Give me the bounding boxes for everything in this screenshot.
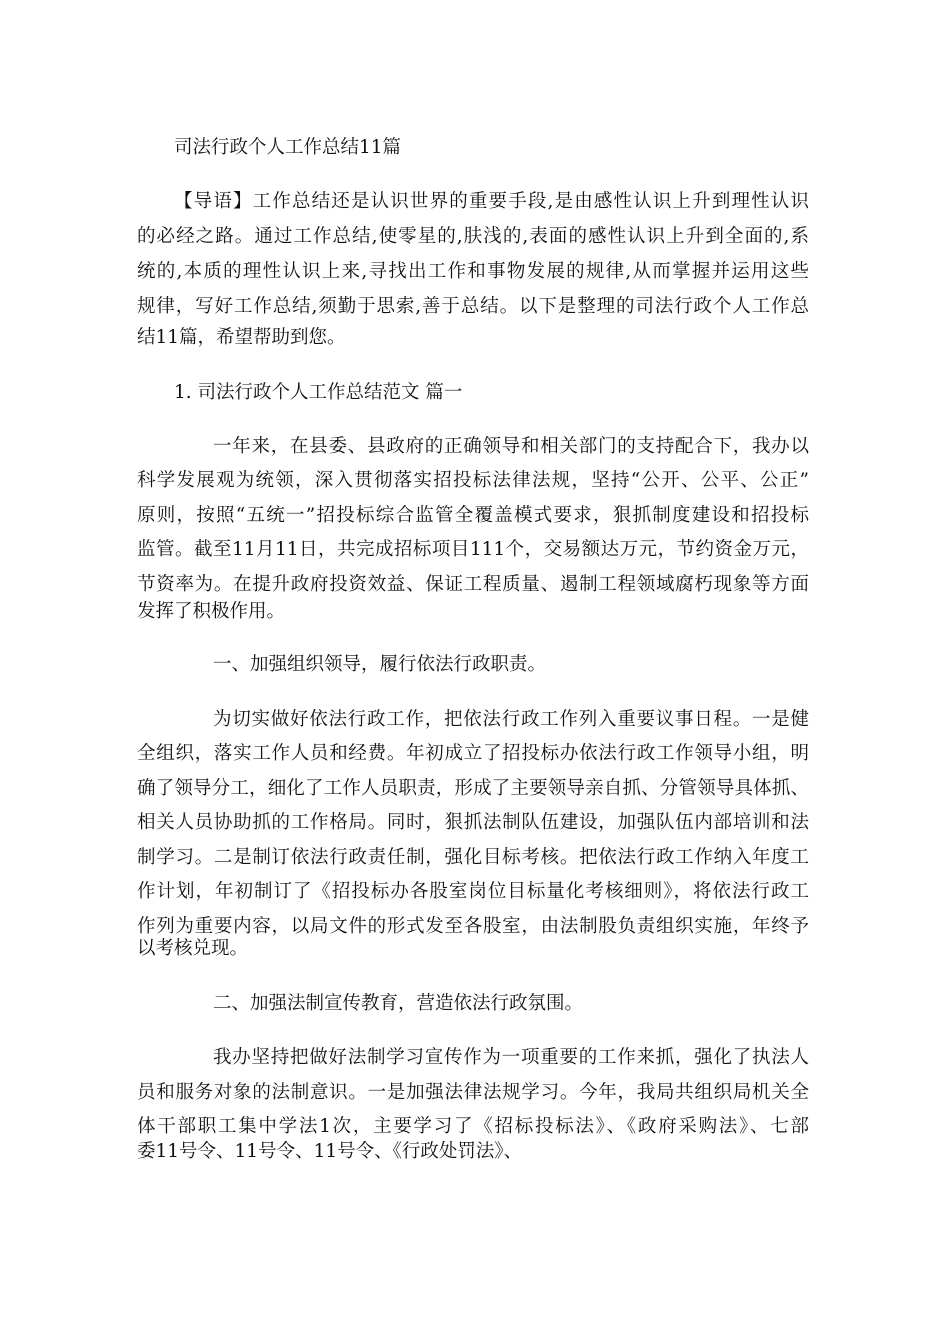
- intro-line: 【导语】工作总结还是认识世界的重要手段,是由感性认识上升到理性认识: [174, 191, 809, 212]
- paragraph-line: 体干部职工集中学法1次，主要学习了《招标投标法》、《政府采购法》、七部: [137, 1116, 809, 1137]
- paragraph-line: 监管。截至11月11日，共完成招标项目111个，交易额达万元，节约资金万元，: [137, 539, 809, 560]
- intro-line: 结11篇，希望帮助到您。: [137, 327, 346, 348]
- paragraph-line: 以考核兑现。: [137, 938, 249, 959]
- intro-line: 统的,本质的理性认识上来,寻找出工作和事物发展的规律,从而掌握并运用这些: [137, 261, 809, 282]
- paragraph-line: 为切实做好依法行政工作，把依法行政工作列入重要议事日程。一是健: [213, 709, 809, 730]
- subsection-heading: 一、加强组织领导，履行依法行政职责。: [213, 654, 547, 675]
- paragraph-line: 一年来，在县委、县政府的正确领导和相关部门的支持配合下，我办以: [213, 436, 809, 457]
- paragraph-line: 全组织，落实工作人员和经费。年初成立了招投标办依法行政工作领导小组，明: [137, 743, 809, 764]
- section-heading: 1. 司法行政个人工作总结范文 篇一: [174, 382, 463, 403]
- subsection-heading: 二、加强法制宣传教育，营造依法行政氛围。: [213, 993, 584, 1014]
- document-title: 司法行政个人工作总结11篇: [174, 137, 402, 158]
- paragraph-line: 员和服务对象的法制意识。一是加强法律法规学习。今年，我局共组织局机关全: [137, 1082, 809, 1103]
- paragraph-line: 委11号令、11号令、11号令、《行政处罚法》、: [137, 1141, 523, 1162]
- paragraph-line: 作列为重要内容，以局文件的形式发至各股室，由法制股负责组织实施，年终予: [137, 916, 809, 937]
- intro-line: 规律，写好工作总结,须勤于思索,善于总结。以下是整理的司法行政个人工作总: [137, 296, 809, 317]
- intro-line: 的必经之路。通过工作总结,使零星的,肤浅的,表面的感性认识上升到全面的,系: [137, 226, 809, 247]
- paragraph-line: 节资率为。在提升政府投资效益、保证工程质量、遏制工程领域腐朽现象等方面: [137, 574, 809, 595]
- paragraph-line: 原则，按照“五统一”招投标综合监管全覆盖模式要求，狠抓制度建设和招投标: [137, 505, 809, 526]
- paragraph-line: 相关人员协助抓的工作格局。同时，狠抓法制队伍建设，加强队伍内部培训和法: [137, 812, 809, 833]
- paragraph-line: 确了领导分工，细化了工作人员职责，形成了主要领导亲自抓、分管领导具体抓、: [137, 778, 809, 799]
- paragraph-line: 作计划，年初制订了《招投标办各股室岗位目标量化考核细则》，将依法行政工: [137, 881, 809, 902]
- paragraph-line: 发挥了积极作用。: [137, 601, 286, 622]
- paragraph-line: 制学习。二是制订依法行政责任制，强化目标考核。把依法行政工作纳入年度工: [137, 847, 809, 868]
- paragraph-line: 我办坚持把做好法制学习宣传作为一项重要的工作来抓，强化了执法人: [213, 1047, 809, 1068]
- paragraph-line: 科学发展观为统领，深入贯彻落实招投标法律法规，坚持“公开、公平、公正”: [137, 470, 809, 491]
